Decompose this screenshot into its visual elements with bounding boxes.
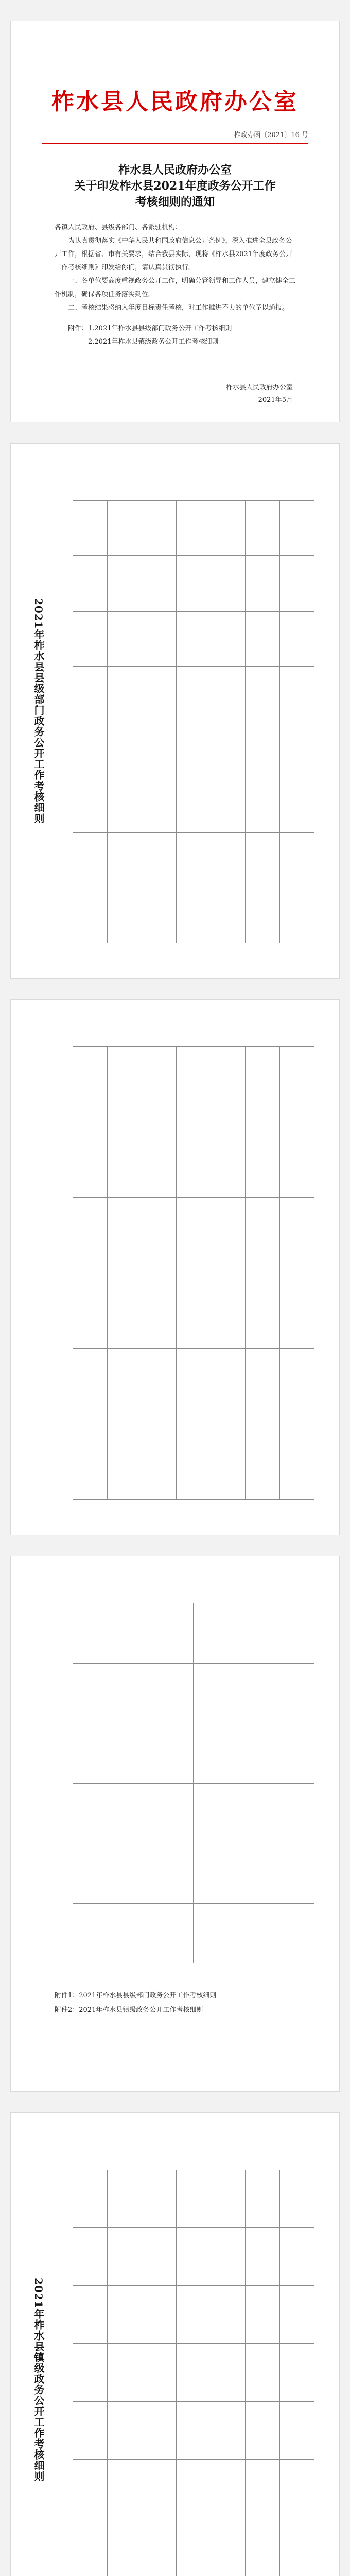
document-number: 柞政办函〔2021〕16 号 bbox=[234, 131, 308, 139]
document-page-3 bbox=[10, 999, 340, 1535]
salutation: 各镇人民政府、县级各部门、各派驻机构： bbox=[55, 224, 182, 231]
document-page-4 bbox=[10, 1556, 340, 2092]
document-body bbox=[55, 221, 295, 349]
attachment-note-1: 附件1：2021年柞水县县级部门政务公开工作考核细则 bbox=[55, 1992, 217, 1999]
assessment-table-3 bbox=[73, 1603, 314, 1963]
date: 2021年5月 bbox=[258, 396, 293, 404]
red-header: 柞水县人民政府办公室 bbox=[51, 89, 299, 115]
paragraph-3: 二、考核结果将纳入年度目标责任考核，对工作推进不力的单位予以通报。 bbox=[68, 304, 289, 312]
red-divider bbox=[42, 143, 308, 144]
assessment-table-2 bbox=[73, 1046, 314, 1500]
document-page-2 bbox=[10, 443, 340, 979]
attachment-line-1: 附件：1.2021年柞水县县级部门政务公开工作考核细则 bbox=[68, 325, 232, 332]
assessment-table-1 bbox=[73, 500, 314, 943]
attachment-note-2: 附件2：2021年柞水县镇级政务公开工作考核细则 bbox=[55, 2006, 203, 2014]
paragraph-1: 为认真贯彻落实《中华人民共和国政府信息公开条例》，深入推进全县政务公开工作，根据省、市有关要求，结合我县实际，现将《柞水县2021年度政务公开工作考核细则》印发给你们，请认真贯彻执行。 bbox=[55, 237, 293, 272]
document-page-1 bbox=[10, 21, 340, 422]
document-page-5 bbox=[10, 2112, 340, 2576]
title-line-3: 考核细则的通知 bbox=[135, 195, 215, 209]
table-side-title-2: 2021年柞水县镇级政务公开工作考核细则 bbox=[32, 2278, 45, 2482]
signer: 柞水县人民政府办公室 bbox=[225, 384, 293, 392]
title-line-2: 关于印发柞水县2021年度政务公开工作 bbox=[74, 179, 276, 193]
paragraph-2: 一、各单位要高度重视政务公开工作，明确分管领导和工作人员，建立健全工作机制，确保各项任务落实到位。 bbox=[55, 277, 296, 298]
assessment-table-4 bbox=[73, 2170, 314, 2576]
table-side-title: 2021年柞水县县级部门政务公开工作考核细则 bbox=[32, 598, 45, 824]
title-line-1: 柞水县人民政府办公室 bbox=[118, 163, 232, 177]
attachment-line-2: 2.2021年柞水县镇级政务公开工作考核细则 bbox=[88, 338, 219, 346]
